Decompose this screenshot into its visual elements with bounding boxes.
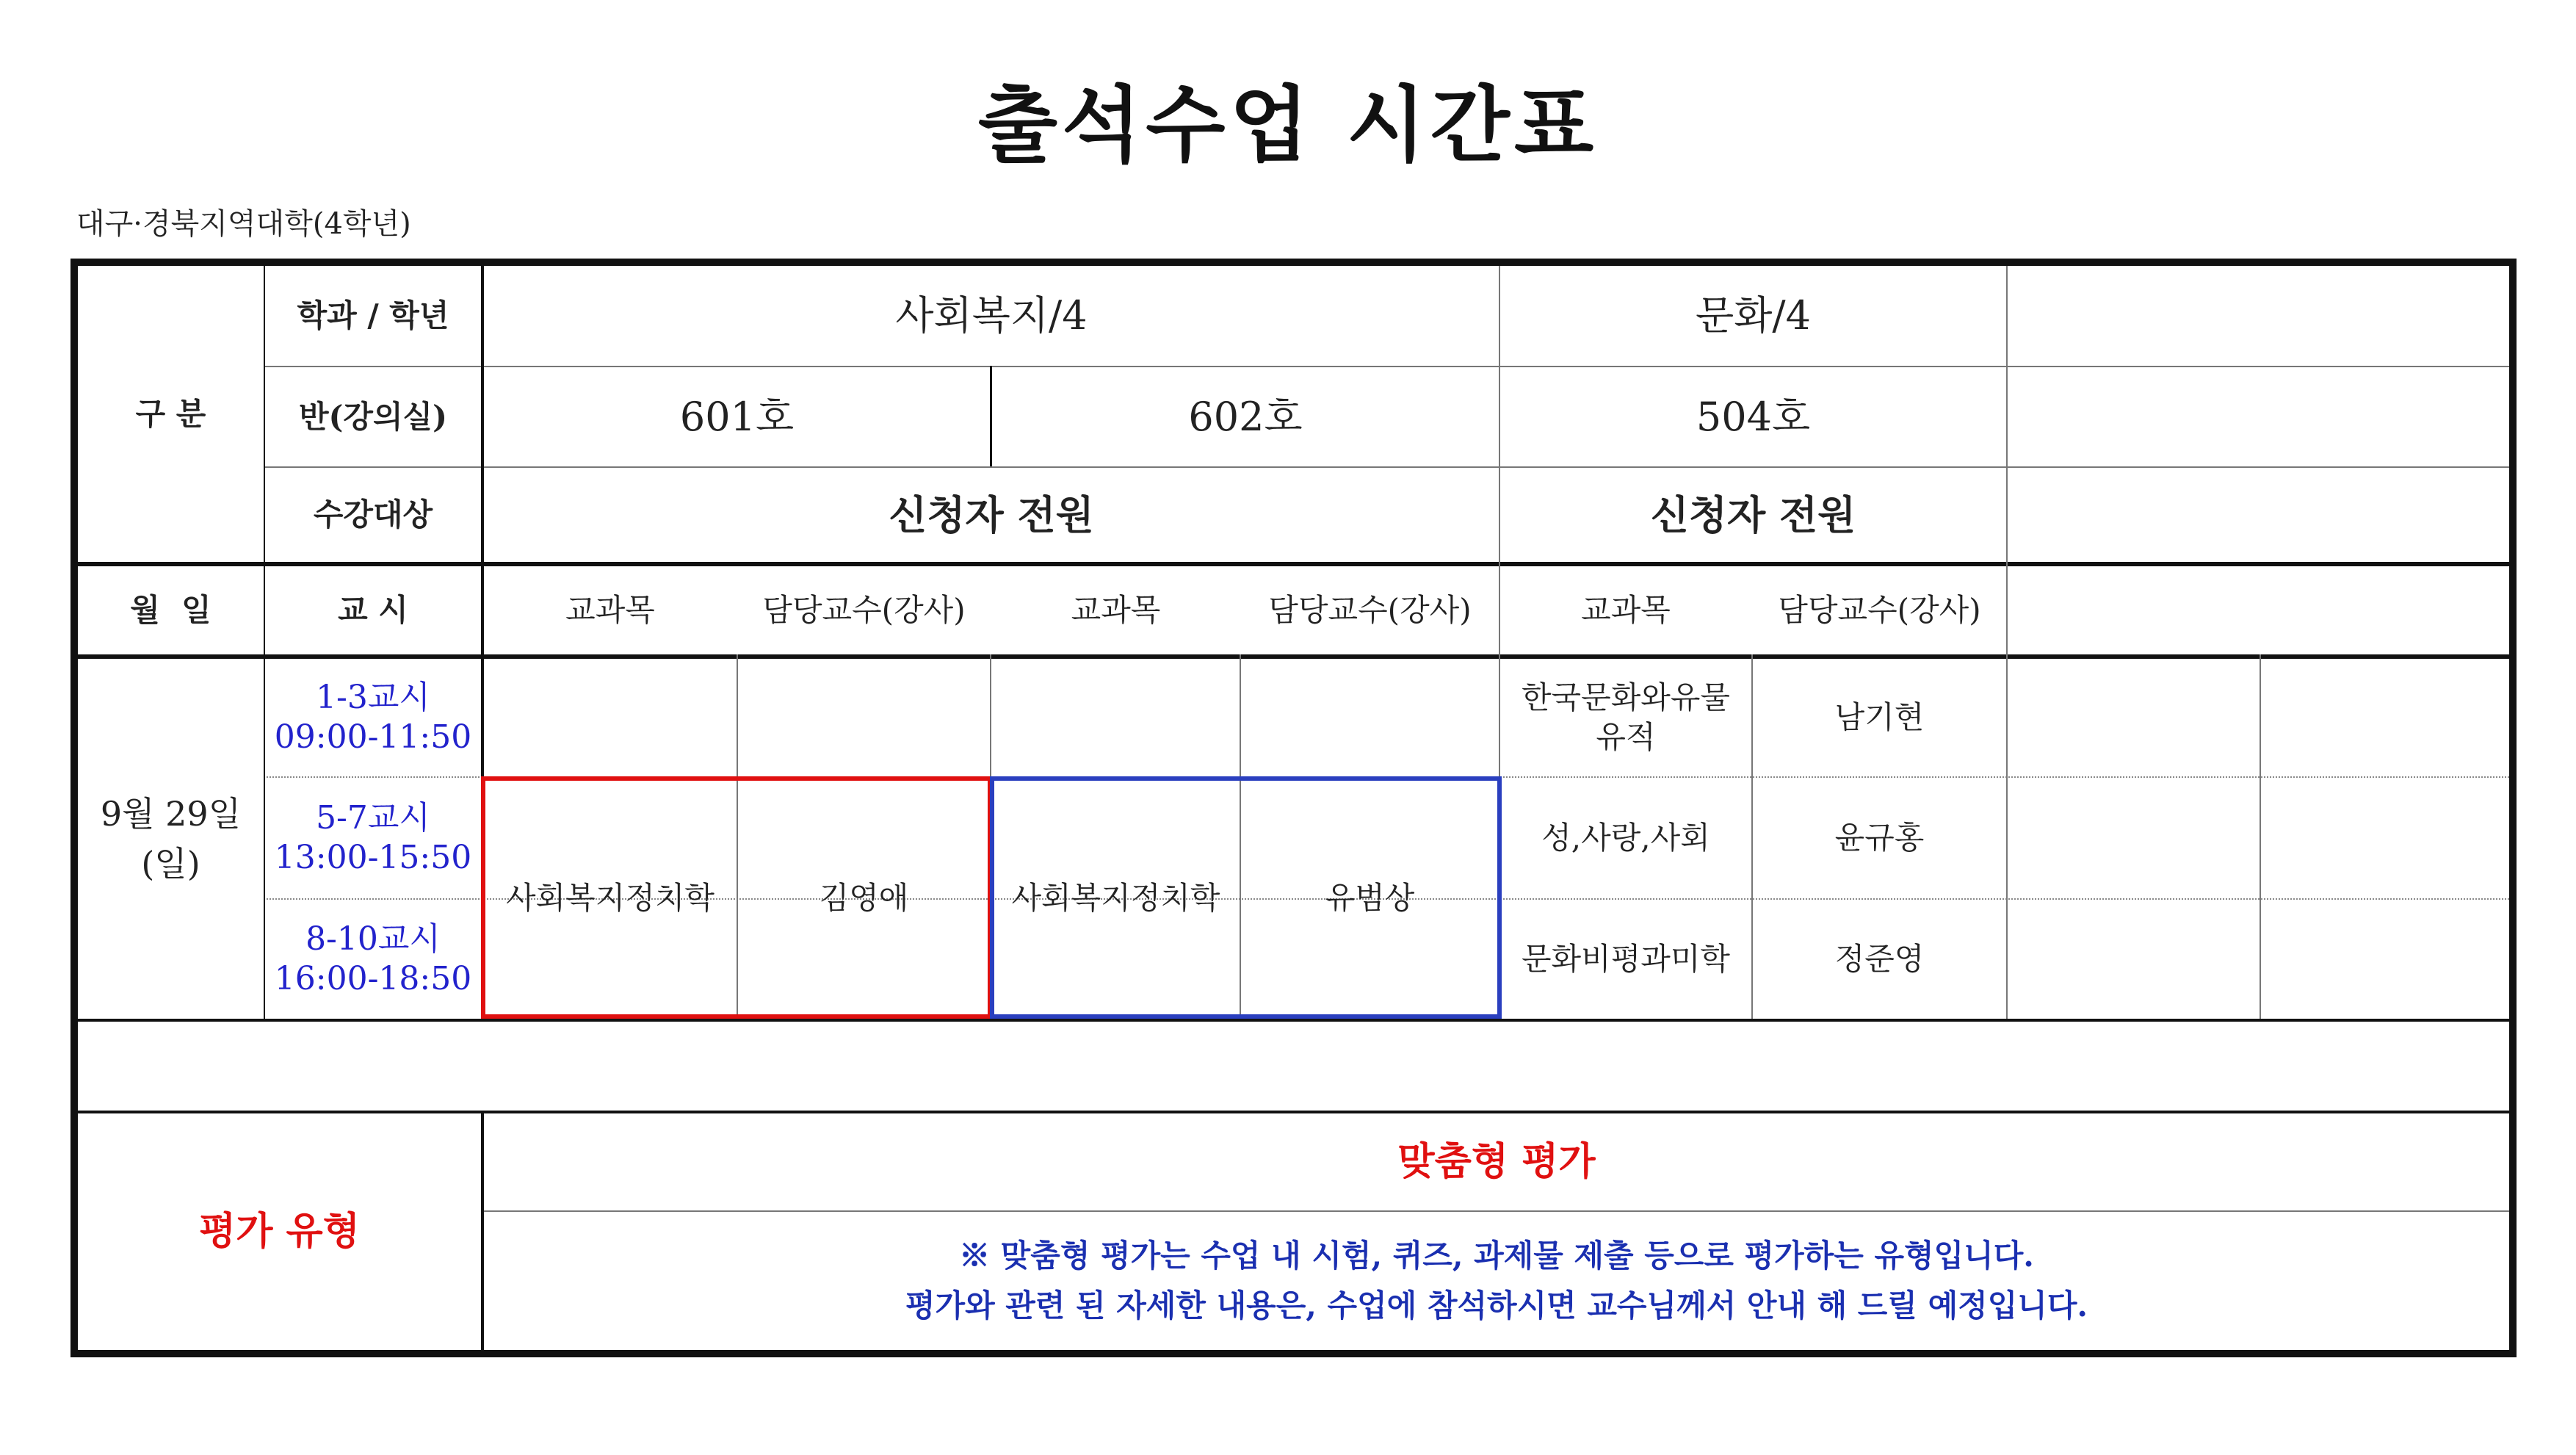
room-504: 504호	[1696, 393, 1811, 440]
room504-subject-2: 성,사랑,사회	[1541, 820, 1710, 856]
room601-subject: 사회복지정치학	[505, 880, 714, 916]
period-time: 09:00-11:50	[274, 718, 472, 756]
period-cell-2	[265, 778, 481, 898]
subject-column-header-601: 교과목	[565, 592, 655, 628]
subject-column-header-602: 교과목	[1071, 592, 1161, 628]
room504-subject-3: 문화비평과미학	[1521, 941, 1730, 977]
gubun-label: 구 분	[135, 395, 206, 432]
target-culture: 신청자 전원	[1650, 491, 1856, 538]
period-label: 8-10교시	[305, 920, 441, 958]
subject-column-header-504: 교과목	[1581, 592, 1671, 628]
professor-column-header-601: 담당교수(강사)	[762, 592, 966, 628]
room504-professor-1: 남기현	[1834, 699, 1925, 735]
evaluation-label: 평가 유형	[198, 1209, 361, 1254]
target-label: 수강대상	[313, 497, 433, 532]
dept-culture: 문화/4	[1696, 292, 1811, 339]
period-time: 16:00-18:50	[274, 960, 472, 997]
room602-professor: 유범상	[1325, 880, 1415, 916]
date-column-header: 월 일	[130, 592, 211, 628]
room601-professor: 김영애	[819, 880, 909, 916]
professor-column-header-504: 담당교수(강사)	[1778, 592, 1981, 628]
evaluation-note-line: 평가와 관련 된 자세한 내용은, 수업에 참석하시면 교수님께서 안내 해 드릴 예정입니다.	[905, 1288, 2088, 1324]
class-date-cell	[78, 659, 264, 1019]
period-label: 1-3교시	[316, 679, 430, 716]
room-label: 반(강의실)	[298, 398, 448, 435]
room504-professor-3: 정준영	[1834, 941, 1925, 977]
campus-subtitle: 대구·경북지역대학(4학년)	[76, 207, 411, 241]
period-label: 5-7교시	[316, 799, 430, 837]
class-date: 9월 29일	[100, 794, 242, 834]
timetable	[70, 259, 2517, 1357]
room504-subject-1	[1500, 659, 1751, 776]
dept-social-welfare: 사회복지/4	[895, 292, 1088, 339]
class-weekday: (일)	[141, 844, 200, 884]
period-time: 13:00-15:50	[274, 839, 472, 876]
room-601: 601호	[679, 393, 795, 440]
room-602: 602호	[1188, 393, 1303, 440]
evaluation-type: 맞춤형 평가	[1397, 1139, 1596, 1184]
room602-subject: 사회복지정치학	[1011, 880, 1220, 916]
period-column-header: 교 시	[338, 592, 408, 628]
evaluation-note-line: ※ 맞춤형 평가는 수업 내 시험, 퀴즈, 과제물 제출 등으로 평가하는 유형입니다.	[959, 1238, 2034, 1274]
period-cell-3	[265, 900, 481, 1019]
room504-professor-2: 윤규홍	[1834, 820, 1925, 856]
dept-label: 학과 / 학년	[297, 297, 449, 333]
subject-line: 한국문화와유물	[1521, 679, 1730, 715]
page-title: 출석수업 시간표	[977, 78, 1599, 173]
period-cell-1	[265, 659, 481, 776]
subject-line: 유적	[1596, 719, 1656, 755]
professor-column-header-602: 담당교수(강사)	[1268, 592, 1472, 628]
evaluation-note	[484, 1212, 2509, 1350]
target-social-welfare: 신청자 전원	[889, 491, 1094, 538]
